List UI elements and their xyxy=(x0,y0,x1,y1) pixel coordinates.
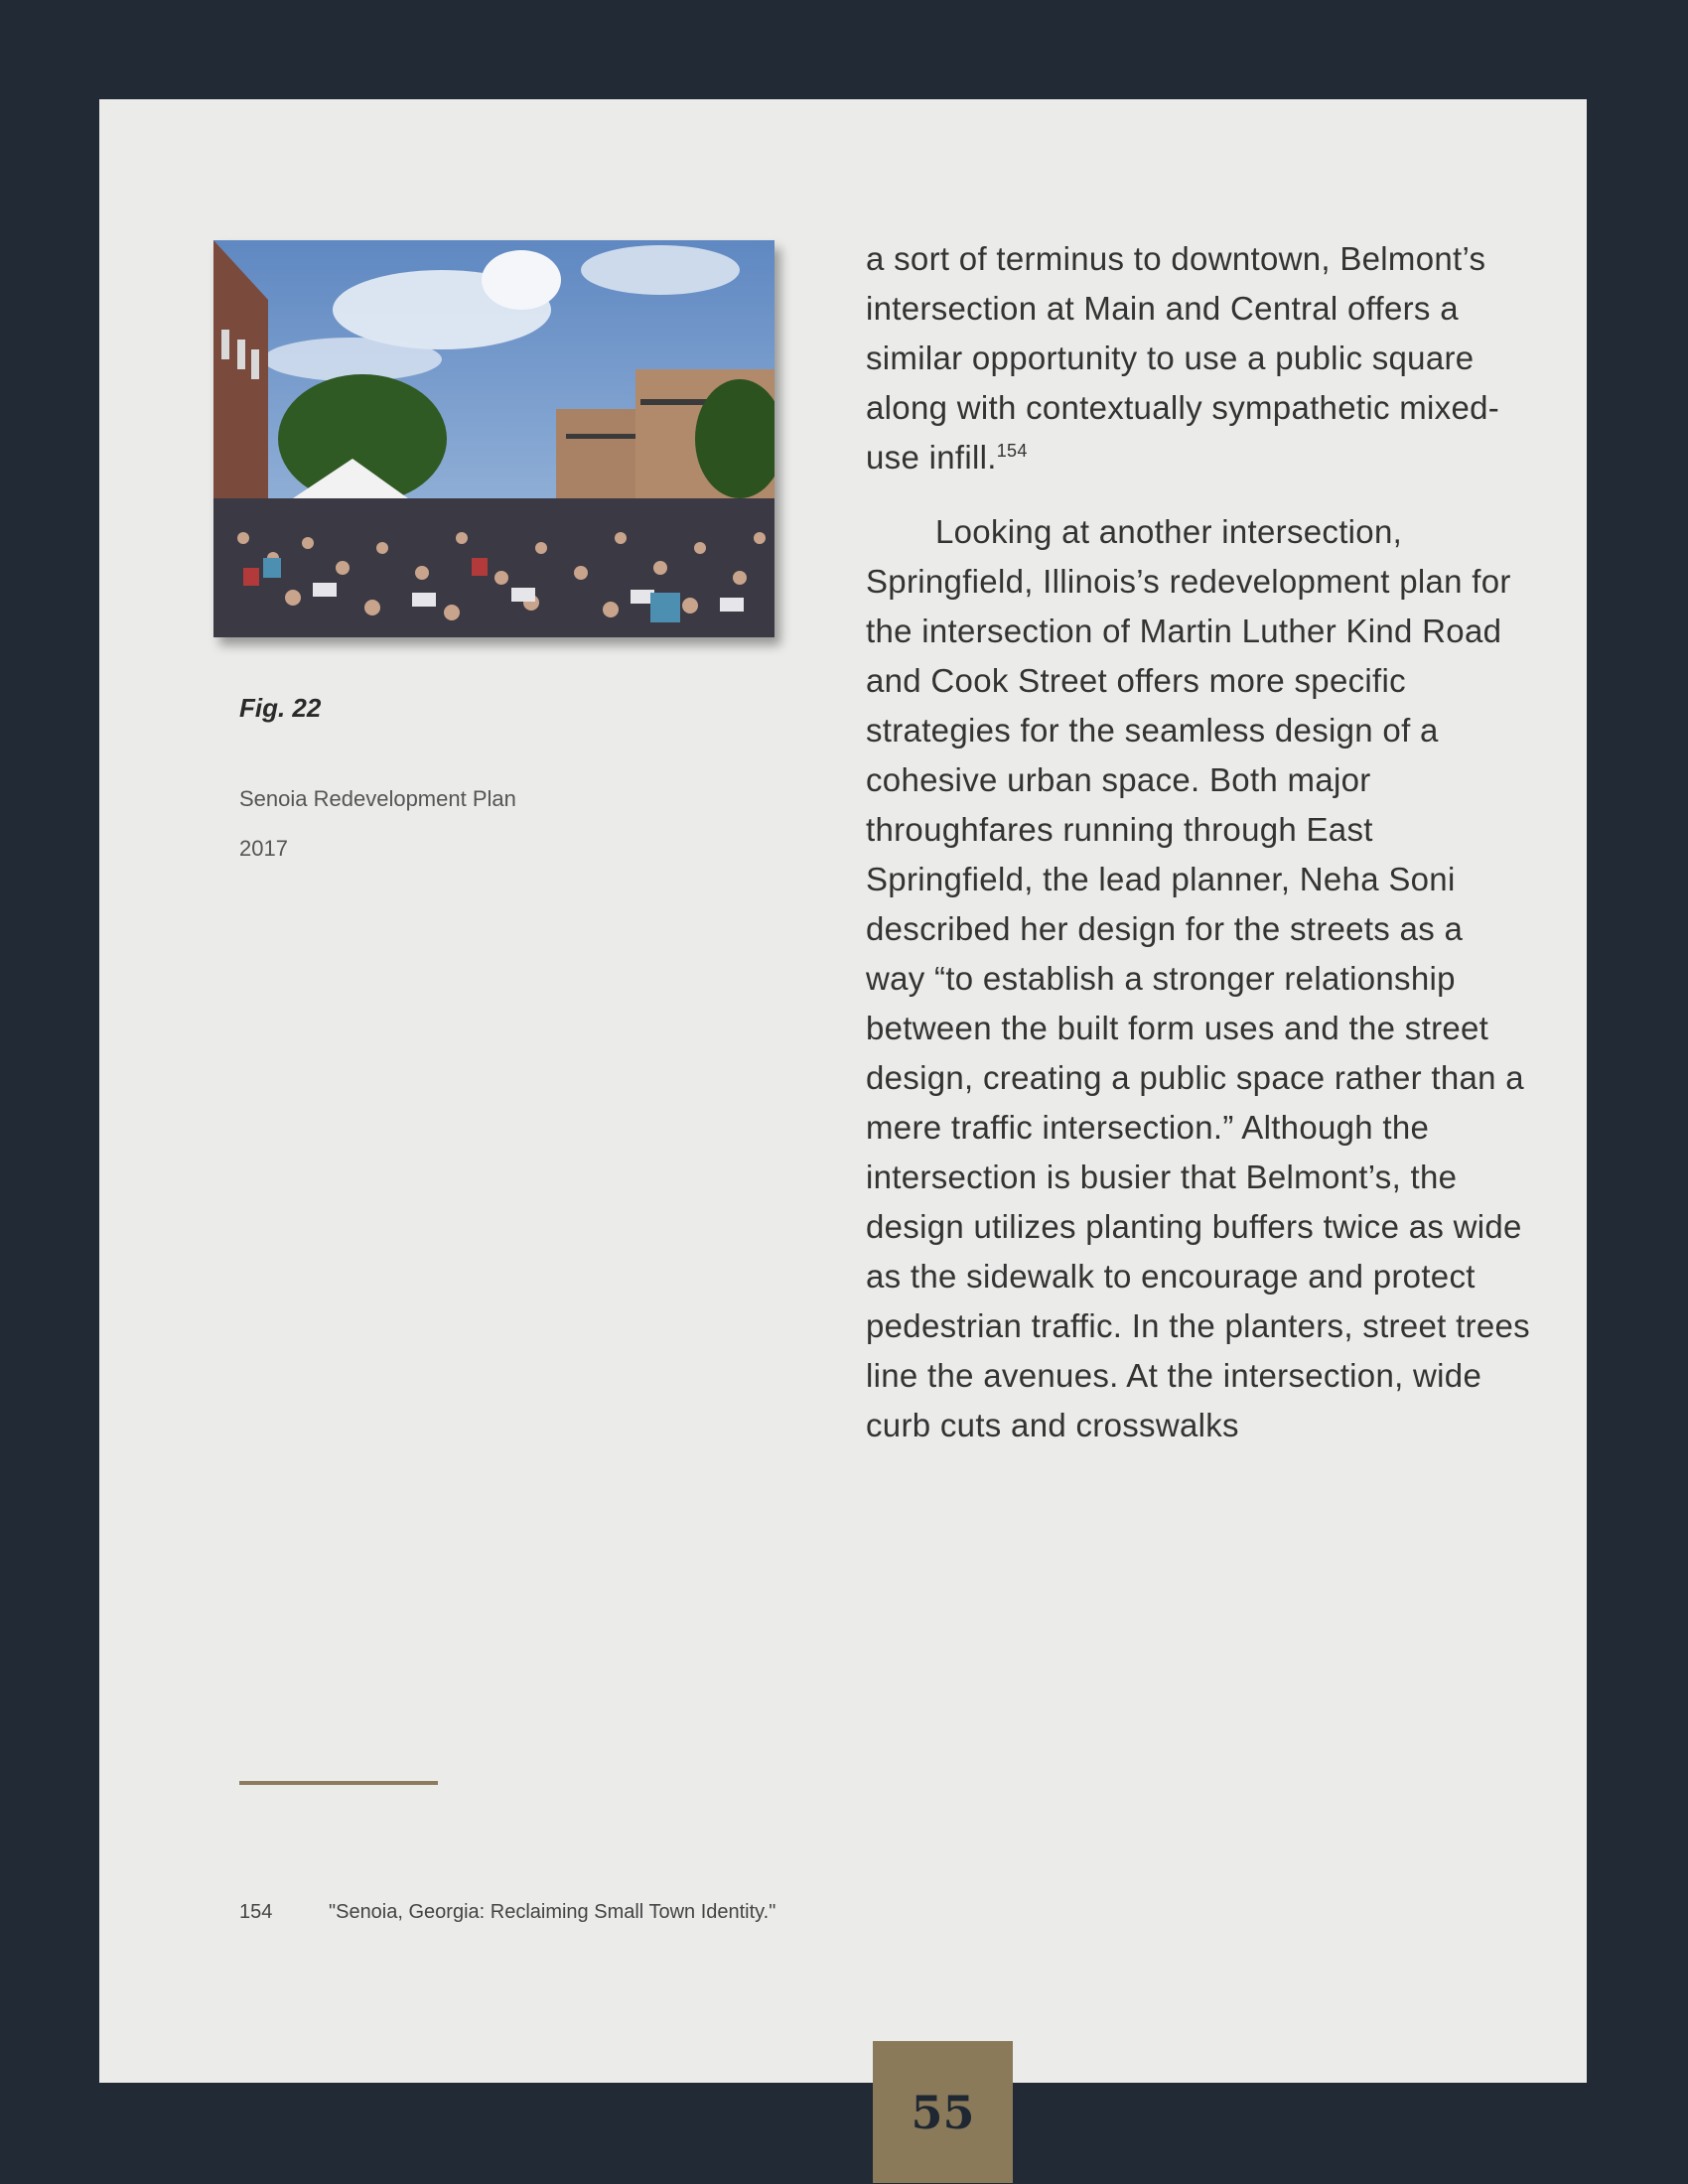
body-paragraph-1 xyxy=(866,234,1531,482)
body-text xyxy=(866,234,1531,1450)
page-number: 55 xyxy=(911,2085,975,2139)
footnote-number: 154 xyxy=(239,1901,273,1923)
footnote xyxy=(239,1901,775,1924)
footnote-text: "Senoia, Georgia: Reclaiming Small Town Identity." xyxy=(329,1901,776,1923)
body-paragraph-2: Looking at another intersection, Springfield, Illinois’s redevelopment plan for the intersection of Martin Luther Kind Road and Cook Street offers more specific strategies for the seamless design of a cohesive urban space. Both major throughfares running through East Springfield, the lead planner, Neha Soni described her design for the streets as a way “to establish a stronger relationship between the built form uses and the street design, creating a public space rather than a mere traffic intersection.” Although the intersection is busier that Belmont’s, the design utilizes planting buffers twice as wide as the sidewalk to encourage and protect pedestrian traffic. In the planters, street trees line the avenues. At the intersection, wide curb cuts and crosswalks xyxy=(866,513,1530,1443)
footnote-reference[interactable]: 154 xyxy=(996,441,1028,461)
figure-caption xyxy=(239,774,516,874)
senoia-street-festival-photo xyxy=(213,240,774,637)
page-number-box xyxy=(873,2041,1013,2183)
paragraph-1-text: a sort of terminus to downtown, Belmont’s intersection at Main and Central offers a similar opportunity to use a public square along with contextually sympathetic mixed-use infill. xyxy=(866,240,1500,476)
page xyxy=(99,99,1587,2139)
footnote-divider xyxy=(239,1781,438,1785)
caption-year: 2017 xyxy=(239,836,288,861)
caption-title: Senoia Redevelopment Plan xyxy=(239,786,516,811)
figure-label: Fig. 22 xyxy=(239,693,322,723)
